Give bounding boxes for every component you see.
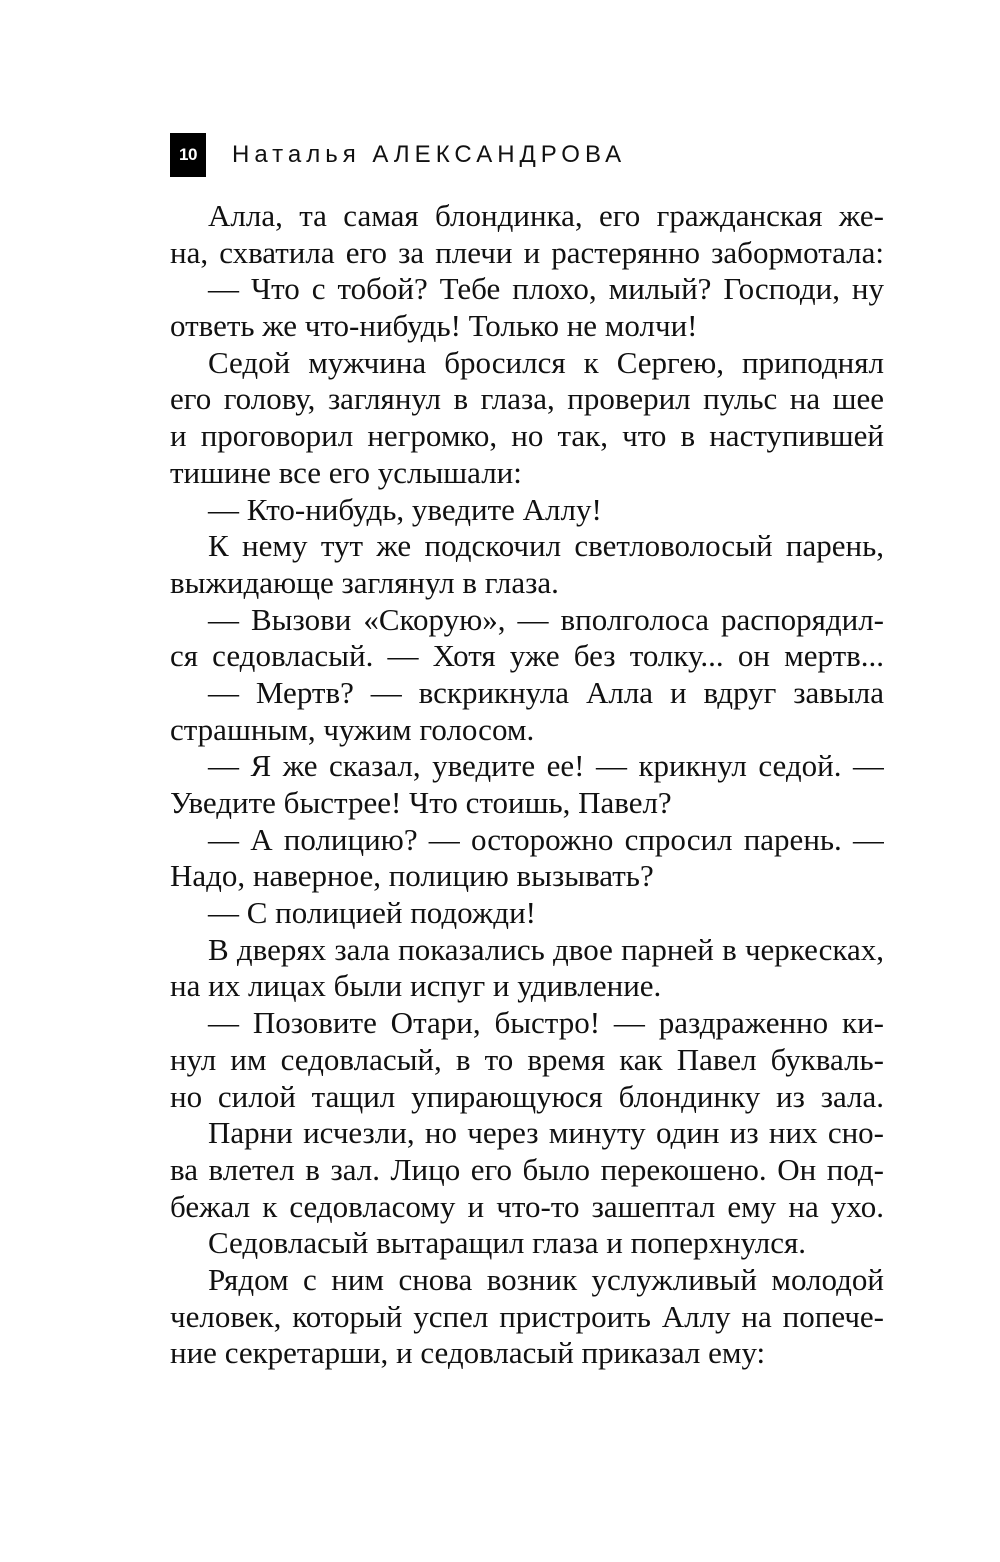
text-line: Уведите быстрее! Что стоишь, Павел?	[170, 785, 672, 820]
text-line: — С полицией подожди!	[208, 895, 536, 931]
text-line: ние секретарши, и седовласый приказал ему:	[170, 1335, 766, 1371]
text-line: Парни исчезли, но через минуту один из них сно-	[208, 1115, 884, 1151]
text-line: — Вызови «Скорую», — вполголоса распорядил-	[208, 601, 884, 637]
text-line: Рядом с ним снова возник услужливый молодой	[208, 1261, 884, 1297]
text-line: Седой мужчина бросился к Сергею, приподнял	[208, 344, 884, 380]
text-line: ва влетел в зал. Лицо его было перекошено. Он под-	[170, 1151, 884, 1187]
text-line: Алла, та самая блондинка, его гражданская же-	[208, 198, 884, 233]
page-number: 10	[170, 133, 206, 177]
text-line: нул им седовласый, в то время как Павел букваль-	[170, 1041, 884, 1077]
text-line: страшным, чужим голосом.	[170, 711, 535, 747]
text-line: — Что с тобой? Тебе плохо, милый? Господи, ну	[208, 271, 884, 307]
text-line: — Мертв? — вскрикнула Алла и вдруг завыла	[208, 674, 884, 710]
text-line: на, схватила его за плечи и растерянно забормотала:	[170, 234, 884, 270]
text-line: тишине все его услышали:	[170, 454, 522, 490]
body-text	[170, 198, 884, 1372]
text-line: ответь же что-нибудь! Только не молчи!	[170, 308, 698, 344]
text-line: но силой тащил упирающуюся блондинку из зала.	[170, 1078, 884, 1114]
text-line: выжидающе заглянул в глаза.	[170, 564, 559, 600]
text-line: и проговорил негромко, но так, что в наступившей	[170, 418, 884, 454]
text-line: В дверях зала показались двое парней в черкесках,	[208, 931, 884, 967]
page-header	[170, 133, 626, 177]
text-line: — Позовите Отари, быстро! — раздраженно ки-	[208, 1005, 884, 1041]
running-head-author: Наталья АЛЕКСАНДРОВА	[232, 141, 627, 168]
text-line: — Кто-нибудь, уведите Аллу!	[208, 491, 602, 527]
text-line: — А полицию? — осторожно спросил парень. —	[208, 821, 884, 857]
text-line: — Я же сказал, уведите ее! — крикнул седой. —	[208, 748, 884, 784]
text-line: Седовласый вытаращил глаза и поперхнулся.	[208, 1225, 807, 1261]
text-line: К нему тут же подскочил светловолосый парень,	[208, 528, 884, 564]
text-line: человек, который успел пристроить Аллу на попече-	[170, 1298, 884, 1334]
text-line: бежал к седовласому и что-то зашептал ему на ухо.	[170, 1188, 884, 1224]
text-line: его голову, заглянул в глаза, проверил пульс на шее	[170, 381, 884, 417]
text-line: на их лицах были испуг и удивление.	[170, 968, 662, 1004]
text-line: ся седовласый. — Хотя уже без толку... он мертв...	[170, 638, 884, 674]
text-line: Надо, наверное, полицию вызывать?	[170, 858, 654, 894]
